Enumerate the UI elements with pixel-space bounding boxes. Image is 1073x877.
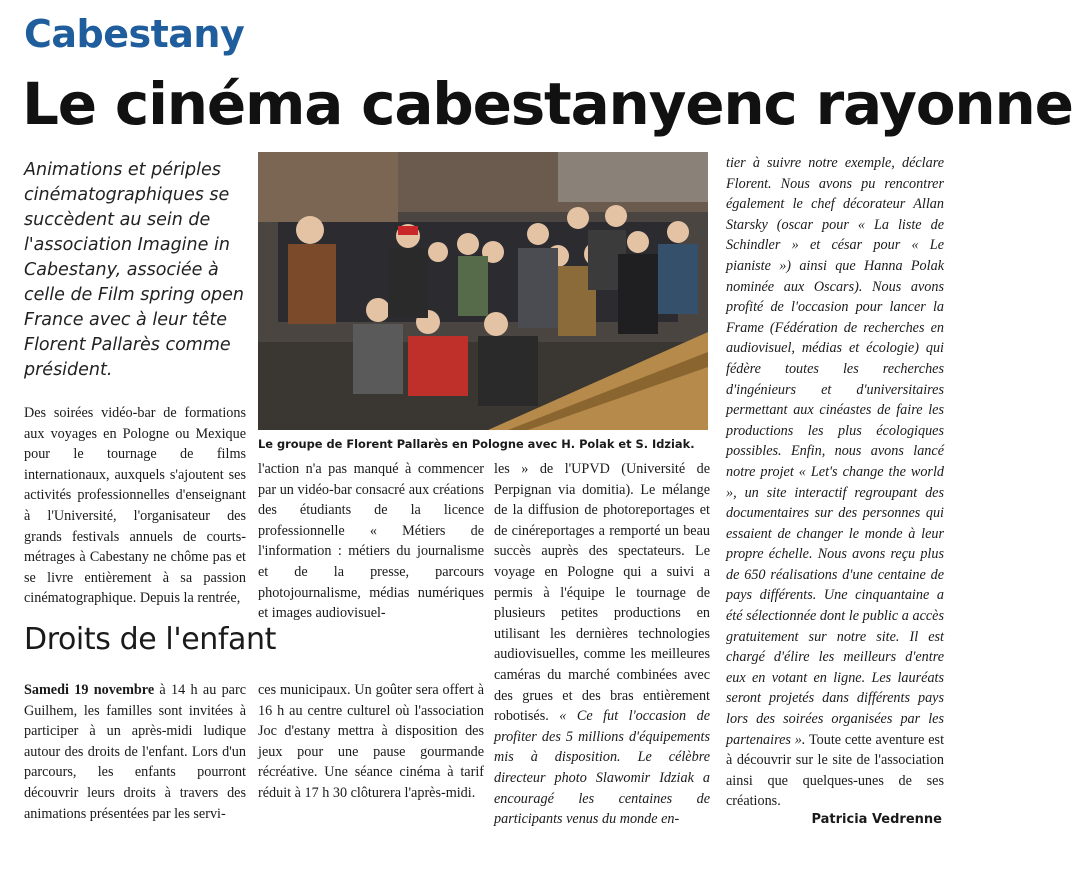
event-date: Samedi 19 novembre (24, 682, 155, 698)
article-column-3 (494, 459, 710, 830)
column-3-quote: « Ce fut l'occasion de profiter des 5 millions d'équipements mis à disposition. Le célèbre directeur photo Slawomir Idziak a encouragé les centaines de participants venus du monde en- (494, 708, 710, 828)
group-photo (258, 152, 708, 430)
column-6-text: ces municipaux. Un goûter sera offert à 16 h au centre culturel où l'association Joc d'estany mettra à disposition des jeux pour une pause gourmande récréative. Une séance cinéma à tarif réduit à 17 h 30 clôturera l'après-midi. (258, 682, 484, 801)
column-4-quote-start: tier à suivre notre exemple, déclare Florent. (726, 155, 944, 192)
article-column-4 (726, 153, 944, 812)
column-5-text (24, 680, 246, 824)
author-signature: Patricia Vedrenne (811, 812, 942, 827)
column-4-text-end: Toute cette aventure est à découvrir sur le site de l'association ainsi que quelques-unes de ses créations. (726, 731, 945, 810)
column-2-text: l'action n'a pas manqué à commencer par un vidéo-bar consacré aux créations des étudiants de la licence professionnelle « Métiers de l'information : métiers du journalisme et de la presse, parcours photojournalisme, médias numériques et images audiovisuel- (258, 461, 484, 622)
column-1-text: Des soirées vidéo-bar de formations aux voyages en Pologne ou Mexique pour le tournage de films internationaux, auxquels s'ajoutent ses activités professionnelles d'enseignant à l'Université, l'organisateur des grands festivals annuels de courts-métrages à Cabestany ne chôme pas et se livre entièrement à sa passion cinématographique. Depuis la rentrée, (24, 405, 246, 607)
article-lead: Animations et périples cinématographiques se succèdent au sein de l'association Imagine in Cabestany, associée à celle de Film spring open France avec à leur tête Florent Pallarès comme président. (24, 160, 244, 380)
article-column-6 (258, 680, 484, 804)
article-column-5 (24, 680, 246, 824)
column-5-body: à 14 h au parc Guilhem, les familles sont invitées à participer à un après-midi ludique autour des droits de l'enfant. Lors d'un parcours, les enfants pourront découvrir leurs droits à travers des animations présentées par les servi- (24, 682, 246, 822)
column-4-quote: Nous avons pu rencontrer également le chef décorateur Allan Starsky (oscar pour « La liste de Schindler » et césar pour « Le pianiste ») ainsi que Hanna Polak nominée aux Oscars). Nous avons profité de l'occasion pour lancer la Frame (Fédération de recherches en audiovisuel, médias et écologie) qui fédère toutes les recherches d'ingénieurs et d'universitaires permettant aux cinéastes de faire les productions les plus écologiques possibles. Enfin, nous avons lancé notre projet « Let's change the world », un site interactif regroupant des documentaires sur des personnes qui essaient de changer le monde à leur propre échelle. Nous avons reçu plus de 650 réalisations d'une centaine de pays différents. Une cinquantaine a été sélectionnée dont le public a accès gratuitement sur notre site. Il est chargé d'élire les meilleurs d'entre eux en votant en ligne. Les lauréats seront projetés dans différents pays lors des soirées organisées par les partenaires ». (726, 175, 945, 748)
section-rubric: Cabestany (24, 12, 245, 56)
photo-caption: Le groupe de Florent Pallarès en Pologne avec H. Polak et S. Idziak. (258, 437, 695, 451)
column-3-text-a: les » de l'UPVD (Université de Perpignan via domitia). Le mélange de la diffusion de photoreportages et de cinéreportages a remporté un beau succès auprès des spectateurs. Le voyage en Pologne qui a suivi a permis à l'équipe le tournage de plusieurs petites productions en utilisant les dernières technologies audiovisuelles, comme les meilleures caméras du marché combinées avec des grues et des bras entièrement robotisés. (494, 461, 710, 725)
article-headline: Le cinéma cabestanyenc rayonne (22, 70, 1073, 138)
subheading: Droits de l'enfant (24, 622, 277, 657)
article-column-2 (258, 459, 484, 624)
group-photo-illustration (258, 152, 708, 430)
column-4-text (726, 153, 944, 812)
column-3-text (494, 459, 710, 830)
article-column-1 (24, 403, 246, 609)
